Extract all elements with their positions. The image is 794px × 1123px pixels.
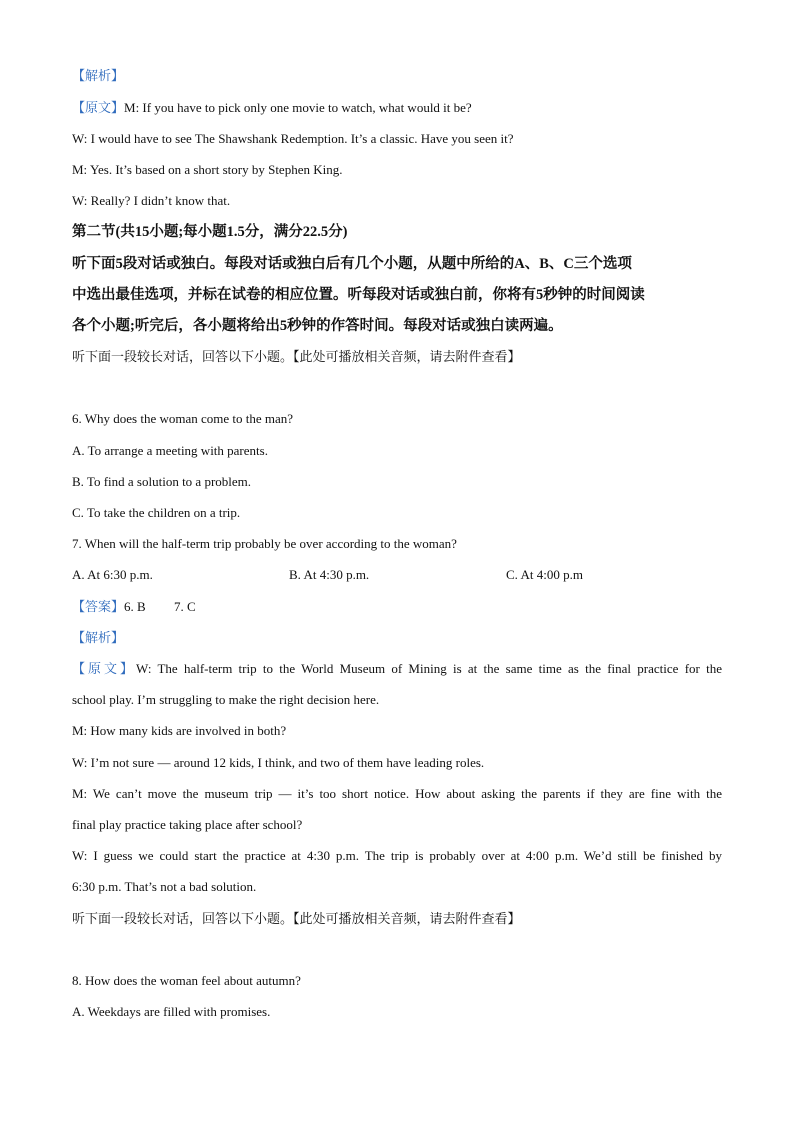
- instruction-line: 各个小题;听完后，各小题将给出5秒钟的作答时间。每段对话或独白读两遍。: [72, 318, 563, 334]
- orig-tag: 【原文】: [72, 661, 137, 676]
- transcript-line: M: We can’t move the museum trip — it’s too short notice. How about asking the parents if they are fine with the: [72, 786, 722, 801]
- transcript-line: final play practice taking place after school?: [72, 817, 303, 832]
- instruction-line: 中选出最佳选项，并标在试卷的相应位置。听每段对话或独白前，你将有5秒钟的时间阅读: [72, 287, 645, 303]
- question-6: 6. Why does the woman come to the man?: [72, 411, 294, 426]
- transcript-line: W: I’m not sure — around 12 kids, I think, and two of them have leading roles.: [72, 755, 485, 770]
- question-6-option-a: A. To arrange a meeting with parents.: [72, 443, 268, 458]
- transcript-text: W: The half-term trip to the World Museum of Mining is at the same time as the final practice for the: [136, 661, 722, 676]
- answer-tag: 【答案】: [72, 599, 125, 614]
- transcript-line: W: Really? I didn’t know that.: [72, 193, 231, 208]
- question-8: 8. How does the woman feel about autumn?: [72, 973, 301, 988]
- transcript-line: [72, 99, 722, 117]
- transcript-line: [72, 660, 722, 678]
- question-6-option-b: B. To find a solution to a problem.: [72, 474, 252, 489]
- audio-note: 听下面一段较长对话，回答以下小题。【此处可播放相关音频，请去附件查看】: [72, 911, 521, 926]
- orig-tag: 【原文】: [72, 100, 125, 115]
- transcript-line: W: I guess we could start the practice at 4:30 p.m. The trip is probably over at 4:00 p.m. We’d still be finished by: [72, 848, 722, 863]
- analysis-tag: 【解析】: [72, 68, 125, 83]
- section-heading: 第二节(共15小题;每小题1.5分，满分22.5分): [72, 224, 348, 240]
- transcript-line: school play. I’m struggling to make the right decision here.: [72, 692, 380, 707]
- instruction-line: 听下面5段对话或独白。每段对话或独白后有几个小题，从题中所给的A、B、C三个选项: [72, 256, 632, 272]
- analysis-tag: 【解析】: [72, 630, 125, 645]
- transcript-line: 6:30 p.m. That’s not a bad solution.: [72, 879, 257, 894]
- question-8-option-a: A. Weekdays are filled with promises.: [72, 1004, 271, 1019]
- question-7: 7. When will the half-term trip probably be over according to the woman?: [72, 536, 457, 551]
- answer-line: [72, 598, 722, 616]
- question-6-option-c: C. To take the children on a trip.: [72, 505, 241, 520]
- question-7-option-a: A. At 6:30 p.m.: [72, 567, 153, 582]
- question-7-option-b: B. At 4:30 p.m.: [289, 567, 370, 582]
- transcript-line: M: How many kids are involved in both?: [72, 723, 287, 738]
- transcript-line: M: Yes. It’s based on a short story by Stephen King.: [72, 162, 343, 177]
- answer-7: 7. C: [174, 599, 196, 614]
- transcript-line: W: I would have to see The Shawshank Redemption. It’s a classic. Have you seen it?: [72, 131, 514, 146]
- question-7-option-c: C. At 4:00 p.m: [506, 567, 583, 582]
- audio-note: 听下面一段较长对话，回答以下小题。【此处可播放相关音频，请去附件查看】: [72, 349, 521, 364]
- transcript-text: M: If you have to pick only one movie to watch, what would it be?: [124, 100, 472, 115]
- answer-6: 6. B: [124, 599, 146, 614]
